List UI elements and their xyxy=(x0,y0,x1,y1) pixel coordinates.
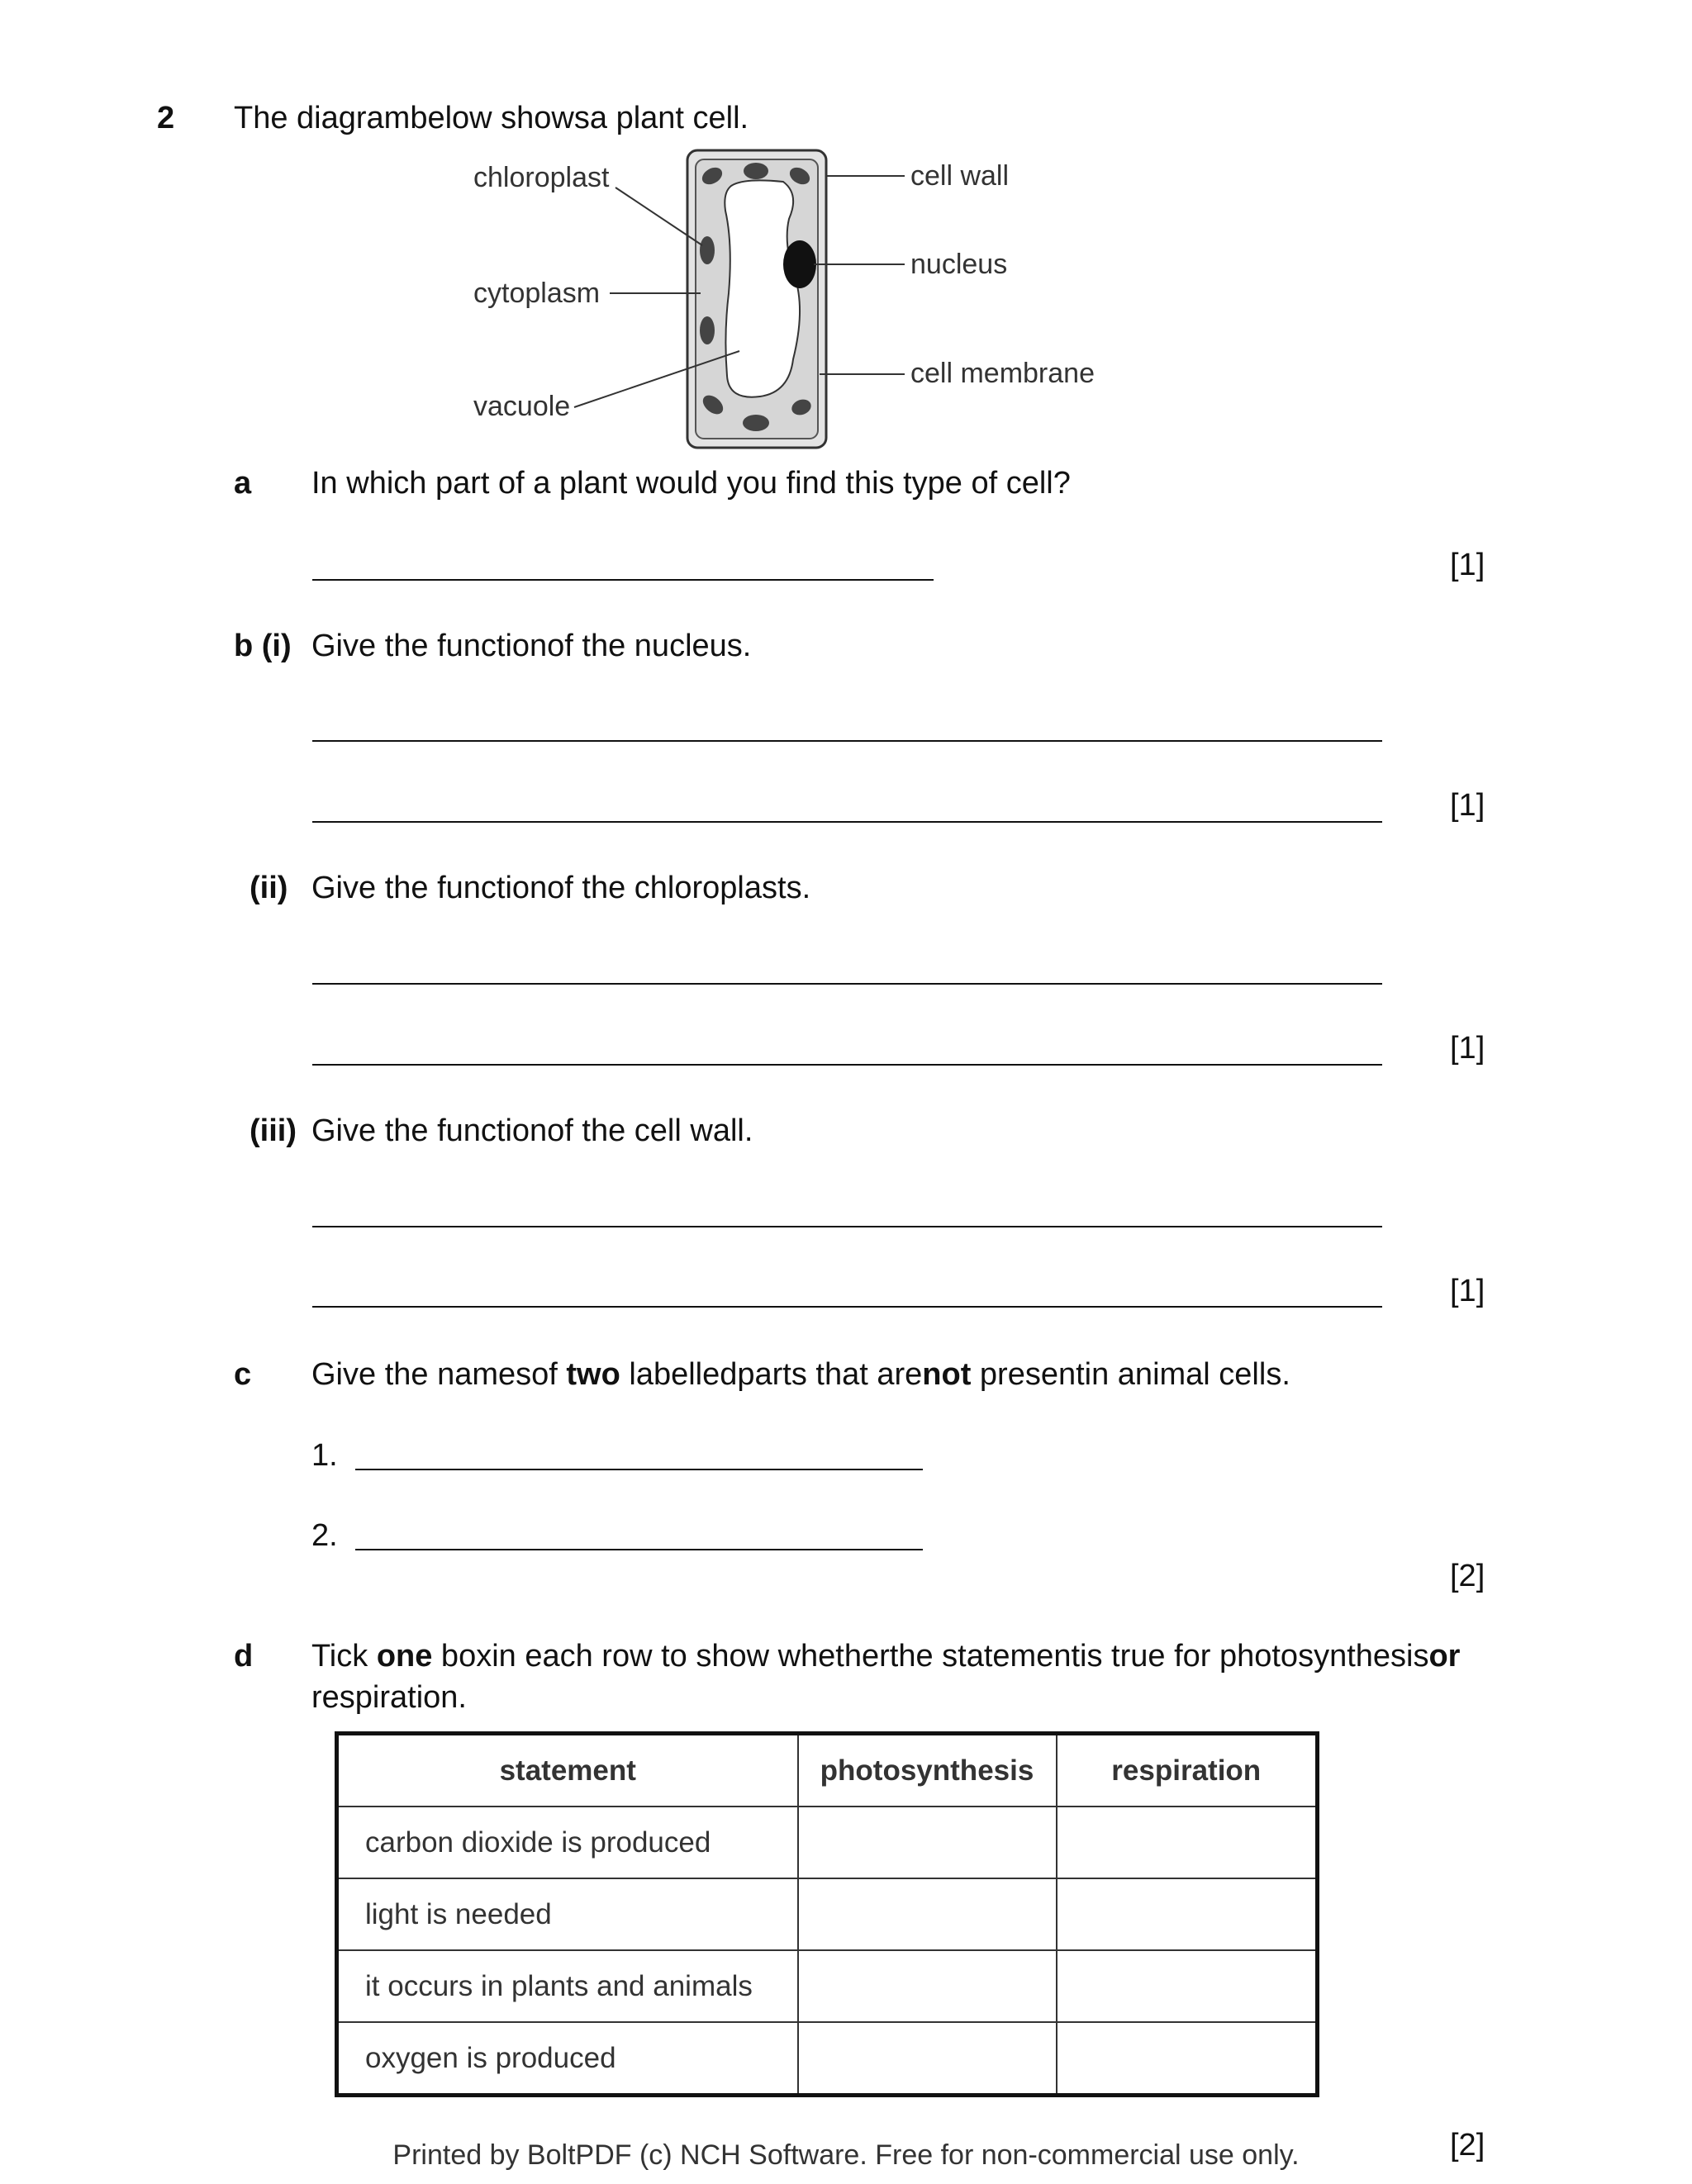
part-d-marks: [2] xyxy=(1450,2128,1485,2163)
part-d-question-line-1: Tick one boxin each row to show whetherthe statementis true for photosynthesisor xyxy=(311,1639,1461,1674)
part-b-iii-marks: [1] xyxy=(1450,1274,1485,1308)
header-respiration: respiration xyxy=(1057,1734,1318,1807)
part-a-question: In which part of a plant would you find this type of cell? xyxy=(311,466,1071,501)
part-a-marks: [1] xyxy=(1450,548,1485,582)
label-nucleus: nucleus xyxy=(910,249,1008,280)
part-c-item-2-number: 2. xyxy=(311,1518,338,1553)
tick-box-respiration[interactable] xyxy=(1057,1950,1318,2022)
part-d-label: d xyxy=(234,1639,254,1674)
part-c-marks: [2] xyxy=(1450,1559,1485,1593)
part-b-i-answer-line-1[interactable] xyxy=(312,740,1382,742)
nucleus-shape xyxy=(783,240,816,288)
statement-cell: light is needed xyxy=(337,1878,798,1950)
part-b-ii-label: (ii) xyxy=(250,871,288,905)
footer-watermark: Printed by BoltPDF (c) NCH Software. Free for non-commercial use only. xyxy=(392,2139,1300,2171)
tick-box-photosynthesis[interactable] xyxy=(798,1950,1057,2022)
tick-box-respiration[interactable] xyxy=(1057,2022,1318,2096)
tick-box-respiration[interactable] xyxy=(1057,1878,1318,1950)
part-a-answer-line[interactable] xyxy=(312,579,934,581)
part-b-iii-label: (iii) xyxy=(250,1113,297,1148)
plant-cell-diagram xyxy=(463,145,1124,454)
part-b-i-marks: [1] xyxy=(1450,788,1485,823)
part-b-ii-answer-line-2[interactable] xyxy=(312,1064,1382,1066)
vacuole-shape xyxy=(725,180,800,396)
part-c-answer-line-1[interactable] xyxy=(355,1469,923,1470)
part-d-question-line-2: respiration. xyxy=(311,1680,467,1715)
tick-table-header-row xyxy=(337,1734,1318,1807)
part-b-ii-answer-line-1[interactable] xyxy=(312,983,1382,985)
part-b-iii-answer-line-2[interactable] xyxy=(312,1306,1382,1308)
tick-table xyxy=(335,1731,1319,2097)
question-intro: The diagrambelow showsa plant cell. xyxy=(234,101,749,135)
part-c-question: Give the namesof two labelledparts that arenot presentin animal cells. xyxy=(311,1357,1290,1392)
label-cytoplasm: cytoplasm xyxy=(473,278,601,309)
tick-box-photosynthesis[interactable] xyxy=(798,1878,1057,1950)
table-row xyxy=(337,1878,1318,1950)
label-cell-membrane: cell membrane xyxy=(910,358,1095,389)
tick-box-photosynthesis[interactable] xyxy=(798,1807,1057,1878)
part-b-i-question: Give the functionof the nucleus. xyxy=(311,629,752,663)
tick-box-respiration[interactable] xyxy=(1057,1807,1318,1878)
statement-cell: it occurs in plants and animals xyxy=(337,1950,798,2022)
part-c-label: c xyxy=(234,1357,252,1392)
table-row xyxy=(337,1807,1318,1878)
part-b-i-answer-line-2[interactable] xyxy=(312,821,1382,823)
tick-box-photosynthesis[interactable] xyxy=(798,2022,1057,2096)
question-number: 2 xyxy=(157,101,175,135)
part-b-ii-marks: [1] xyxy=(1450,1031,1485,1066)
label-cell-wall: cell wall xyxy=(910,160,1010,192)
part-b-i-label: b (i) xyxy=(234,629,292,663)
part-c-item-1-number: 1. xyxy=(311,1438,338,1473)
part-b-iii-question: Give the functionof the cell wall. xyxy=(311,1113,753,1148)
part-a-label: a xyxy=(234,466,252,501)
table-row xyxy=(337,1950,1318,2022)
table-row xyxy=(337,2022,1318,2096)
statement-cell: carbon dioxide is produced xyxy=(337,1807,798,1878)
part-b-ii-question: Give the functionof the chloroplasts. xyxy=(311,871,811,905)
part-b-iii-answer-line-1[interactable] xyxy=(312,1226,1382,1227)
label-chloroplast: chloroplast xyxy=(473,162,610,193)
header-photosynthesis: photosynthesis xyxy=(798,1734,1057,1807)
label-vacuole: vacuole xyxy=(473,391,571,422)
statement-cell: oxygen is produced xyxy=(337,2022,798,2096)
header-statement: statement xyxy=(337,1734,798,1807)
part-c-answer-line-2[interactable] xyxy=(355,1549,923,1550)
